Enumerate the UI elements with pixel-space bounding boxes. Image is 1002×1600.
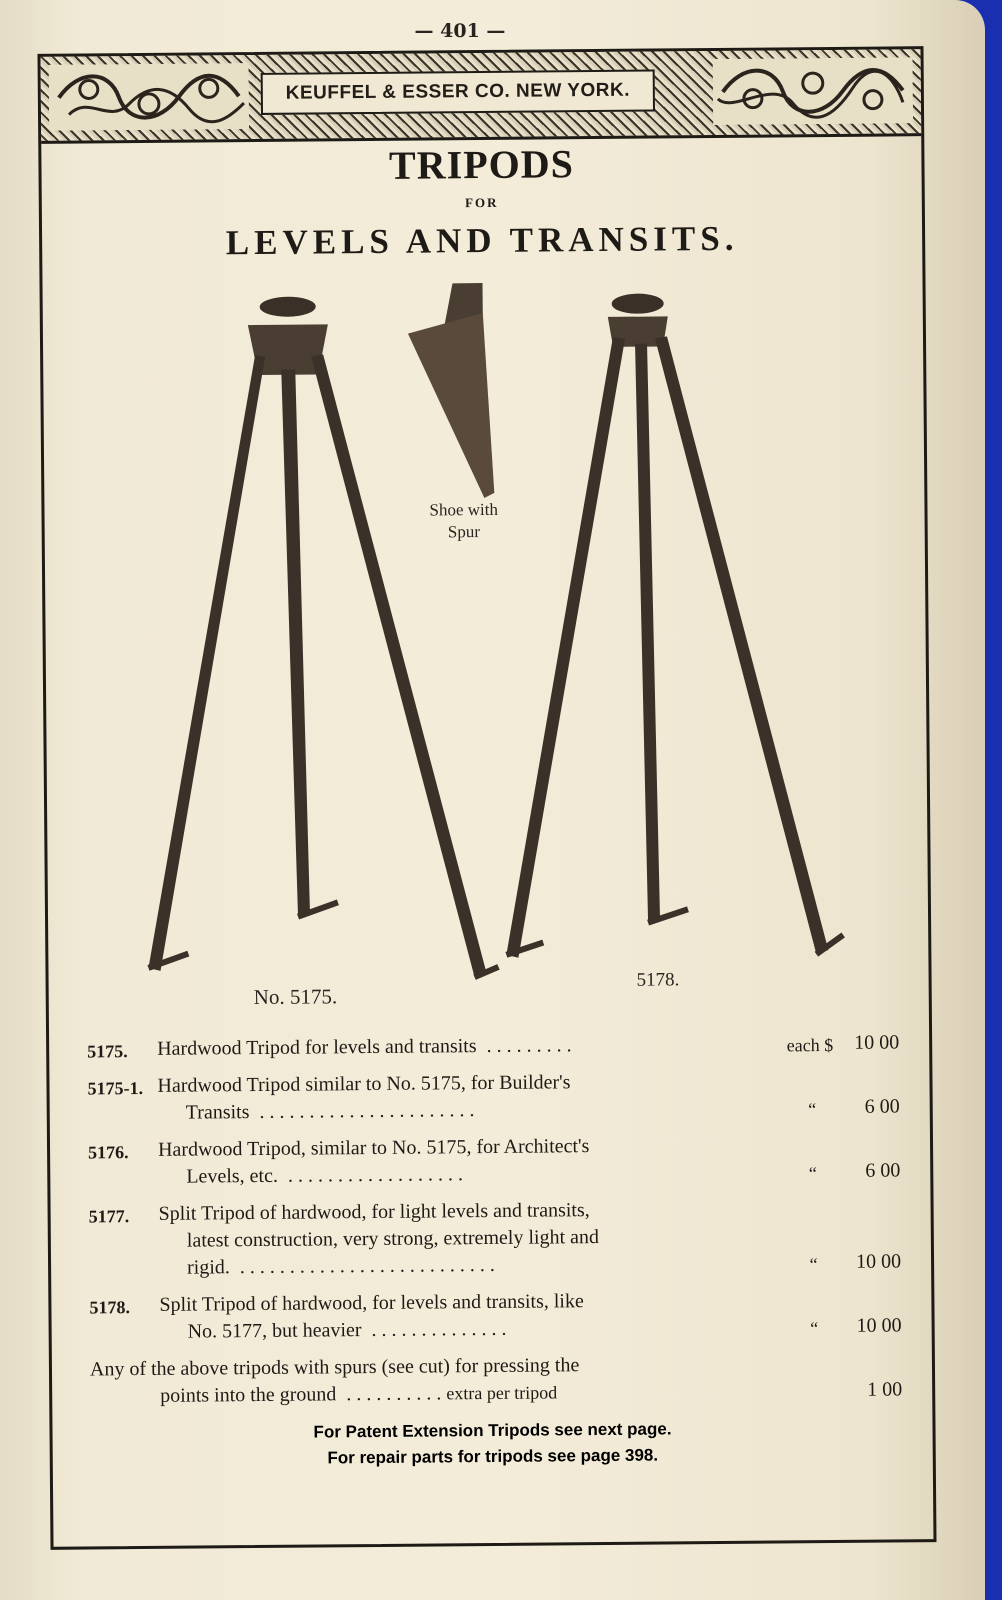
item-line: Any of the above tripods with spurs (see cut) for pressing the xyxy=(89,1354,580,1381)
item-line: Hardwood Tripod similar to No. 5175, for Builder's xyxy=(157,1071,571,1098)
list-item xyxy=(87,1029,899,1063)
item-description xyxy=(90,1350,842,1411)
item-unit: each $ xyxy=(786,1034,834,1056)
item-line xyxy=(160,1314,787,1346)
item-price: 10 00 xyxy=(855,1250,902,1274)
item-number: 5175-1. xyxy=(87,1078,144,1099)
title-levels-transits: LEVELS AND TRANSITS. xyxy=(225,218,739,263)
leader-dots: ......... xyxy=(476,1034,577,1058)
scroll-ornament-icon xyxy=(713,57,914,125)
leader-dots: .............. xyxy=(361,1318,512,1342)
item-text: No. 5177, but heavier xyxy=(187,1319,362,1343)
item-price: 10 00 xyxy=(854,1031,900,1055)
list-item xyxy=(89,1195,902,1283)
item-price: 6 00 xyxy=(864,1095,900,1119)
note-repair: For repair parts for tripods see page 398. xyxy=(327,1445,659,1467)
list-item xyxy=(87,1067,899,1128)
item-price: 10 00 xyxy=(856,1314,902,1338)
tripod-5178-icon xyxy=(501,292,844,958)
item-text: points into the ground xyxy=(160,1383,337,1408)
item-price: 1 00 xyxy=(867,1378,903,1402)
caption-shoe xyxy=(429,499,498,544)
footer-notes xyxy=(52,1414,932,1473)
ornamental-header xyxy=(41,49,922,144)
item-unit: “ xyxy=(808,1099,817,1120)
item-text: Hardwood Tripod for levels and transits xyxy=(157,1035,477,1061)
note-extension: For Patent Extension Tripods see next page. xyxy=(313,1419,672,1442)
list-item-spurs xyxy=(90,1350,902,1411)
tripod-illustration xyxy=(43,279,929,987)
price-list xyxy=(87,1029,902,1420)
item-text: Transits xyxy=(185,1101,250,1124)
leader-dots: .......................... xyxy=(229,1254,500,1279)
item-number: 5177. xyxy=(88,1206,130,1227)
item-number: 5175. xyxy=(87,1041,128,1062)
item-line: Split Tripod of hardwood, for light levels and transits, xyxy=(158,1199,590,1226)
item-unit: extra per tripod xyxy=(446,1382,558,1404)
item-unit: “ xyxy=(808,1163,817,1184)
item-line xyxy=(90,1377,842,1411)
item-line xyxy=(159,1250,786,1282)
item-description xyxy=(159,1196,787,1282)
title-for: FOR xyxy=(465,194,499,211)
item-unit: “ xyxy=(810,1318,819,1339)
shoe-spur-icon xyxy=(408,283,495,499)
leader-dots: .................. xyxy=(277,1163,469,1188)
item-line: Hardwood Tripod, similar to No. 5175, for Architect's xyxy=(157,1135,590,1162)
item-description xyxy=(157,1068,784,1127)
item-line xyxy=(158,1095,785,1127)
item-number: 5178. xyxy=(89,1297,131,1318)
leader-dots: ...................... xyxy=(249,1099,480,1124)
company-name: KEUFFEL & ESSER CO. NEW YORK. xyxy=(261,70,655,115)
item-text: Levels, etc. xyxy=(186,1165,279,1188)
item-description xyxy=(159,1287,786,1346)
item-price: 6 00 xyxy=(865,1159,901,1183)
title-tripods: TRIPODS xyxy=(388,141,575,188)
item-description xyxy=(158,1132,785,1191)
scroll-ornament-icon xyxy=(49,63,250,131)
item-description xyxy=(157,1031,787,1063)
item-line xyxy=(158,1159,785,1191)
page-number: — 401 — xyxy=(414,20,506,42)
caption-shoe-line2: Spur xyxy=(447,522,481,542)
item-number: 5176. xyxy=(87,1142,129,1163)
page-frame xyxy=(37,46,936,1550)
item-line xyxy=(157,1031,787,1063)
list-item xyxy=(88,1131,900,1192)
item-text: rigid. xyxy=(186,1256,230,1279)
list-item xyxy=(89,1286,901,1347)
item-line: Split Tripod of hardwood, for levels and transits, like xyxy=(159,1290,584,1317)
caption-5175: No. 5175. xyxy=(253,984,338,1010)
caption-shoe-line1: Shoe with xyxy=(429,499,499,520)
leader-dots: .......... xyxy=(336,1382,447,1406)
caption-5178: 5178. xyxy=(636,969,680,991)
item-unit: “ xyxy=(809,1254,818,1275)
item-line: latest construction, very strong, extremely light and xyxy=(186,1226,600,1252)
